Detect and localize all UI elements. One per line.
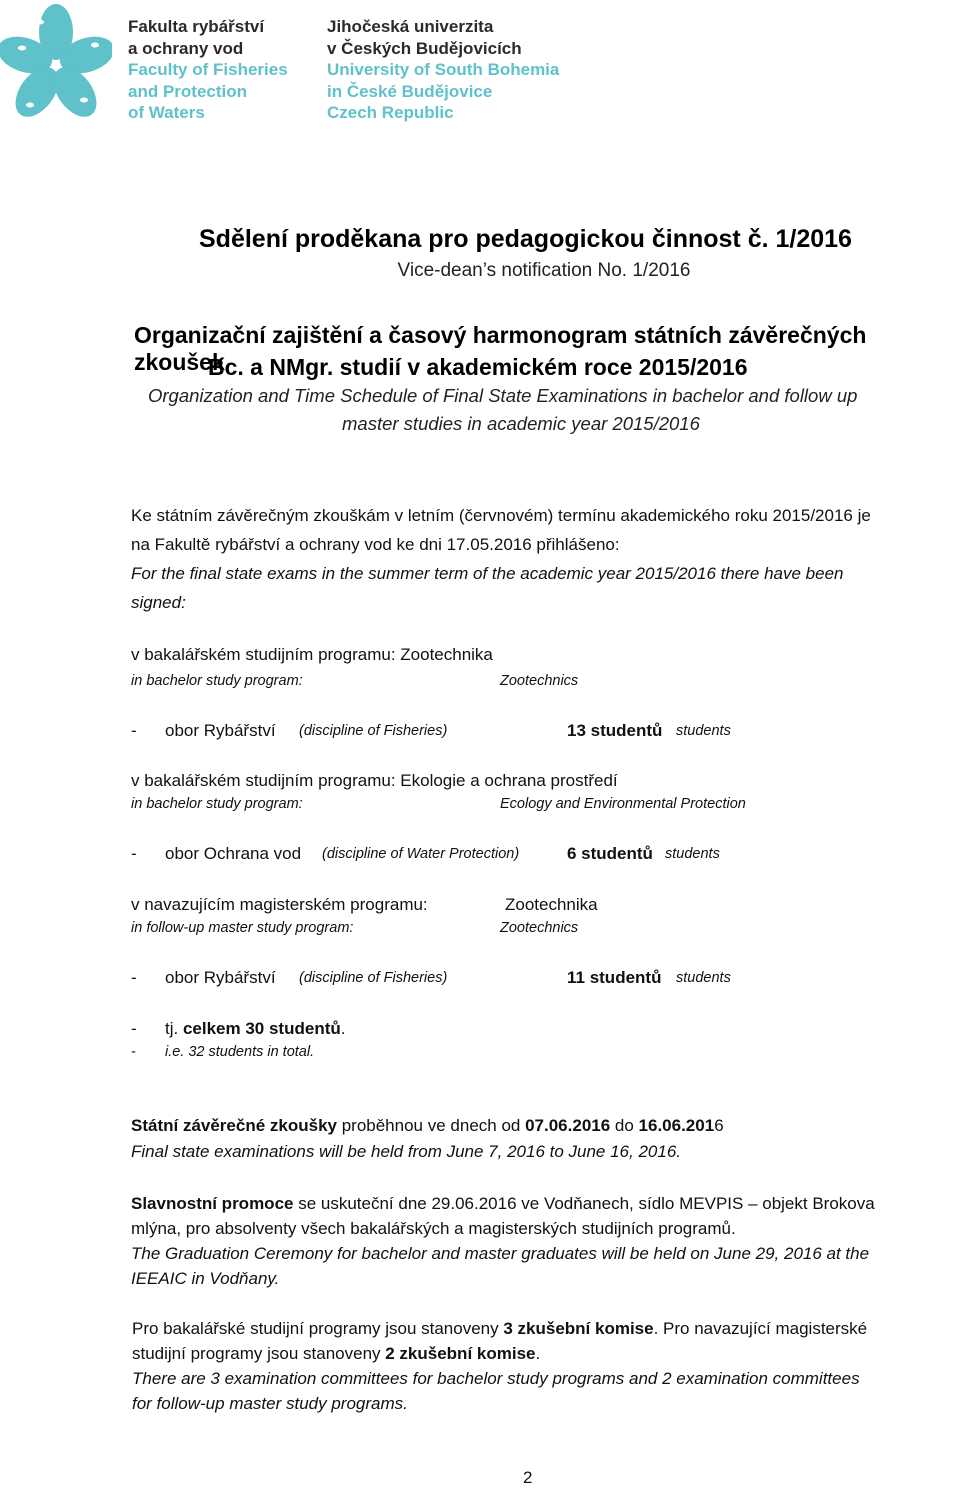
committees-en-1: There are 3 examination committees for bachelor study programs and 2 examination committees [132, 1369, 860, 1388]
total-cz [165, 1019, 345, 1039]
intro-cz-1: Ke státním závěrečným zkouškám v letním (červnovém) termínu akademického roku 2015/2016 je [131, 506, 871, 525]
page-number: 2 [523, 1468, 533, 1487]
program-3-cz: v navazujícím magisterském programu: [131, 895, 428, 914]
ceremony-cz-bold: Slavnostní promoce [131, 1194, 294, 1213]
exams-cz-bold-3: 16.06.201 [638, 1116, 715, 1135]
faculty-name-block [128, 16, 288, 124]
total-cz-suffix: . [340, 1019, 346, 1038]
faculty-name-cz-2: a ochrany vod [128, 38, 244, 58]
faculty-name-en-2: and Protection [128, 81, 248, 101]
exams-cz [131, 1116, 724, 1136]
exams-cz-text-3: 6 [714, 1116, 724, 1135]
committees-cz-text-2: . Pro navazující magisterské [653, 1319, 868, 1338]
faculty-logo-flower-icon [0, 0, 112, 128]
program-3-count-en: students [676, 970, 731, 986]
total-dash: - [131, 1019, 137, 1038]
subtitle-cz-1: Organizační zajištění a časový harmonogram státních závěrečných zkoušek [134, 322, 867, 375]
document-title: Sdělení proděkana pro pedagogickou činnost č. 1/2016 [199, 225, 852, 253]
program-3-en-name: Zootechnics [500, 920, 579, 936]
program-1-discipline: obor Rybářství [165, 721, 276, 740]
university-name-en-1: University of South Bohemia [327, 60, 560, 79]
committees-cz-text-3: studijní programy jsou stanoveny [132, 1344, 386, 1363]
faculty-name-cz-1: Fakulta rybářství [128, 17, 265, 36]
ceremony-cz-1 [131, 1194, 875, 1214]
committees-en-2: for follow-up master study programs. [132, 1394, 408, 1413]
program-2-count-en: students [665, 846, 720, 862]
committees-cz-bold-1: 3 zkušební komise [503, 1319, 654, 1338]
exams-cz-text-2: do [610, 1116, 639, 1135]
ceremony-cz-line1: se uskuteční dne 29.06.2016 ve Vodňanech, sídlo MEVPIS – objekt Brokova [293, 1194, 875, 1213]
program-2-cz: v bakalářském studijním programu: Ekologie a ochrana prostředí [131, 771, 618, 790]
subtitle-cz-2: Bc. a NMgr. studií v akademickém roce 2015/2016 [208, 354, 748, 380]
program-1-discipline-en: (discipline of Fisheries) [299, 723, 448, 739]
ceremony-en-1: The Graduation Ceremony for bachelor and master graduates will be held on June 29, 2016 at the [131, 1244, 870, 1263]
program-2-discipline-en: (discipline of Water Protection) [322, 846, 520, 862]
program-3-discipline: obor Rybářství [165, 968, 276, 987]
program-2-en-label: in bachelor study program: [131, 796, 303, 812]
intro-en-1: For the final state exams in the summer term of the academic year 2015/2016 there have been [131, 564, 844, 583]
intro-en-2: signed: [131, 593, 186, 612]
committees-cz-text-1: Pro bakalářské studijní programy jsou stanoveny [132, 1319, 504, 1338]
total-en-dash: - [131, 1044, 136, 1060]
exams-cz-bold-2: 07.06.2016 [525, 1116, 611, 1135]
committees-cz-1 [132, 1319, 867, 1339]
program-3-dash: - [131, 968, 137, 987]
program-2-en-name: Ecology and Environmental Protection [500, 796, 746, 812]
program-1-count-en: students [676, 723, 731, 739]
university-name-cz-1: Jihočeská univerzita [327, 17, 494, 36]
exams-en: Final state examinations will be held from June 7, 2016 to June 16, 2016. [131, 1142, 682, 1161]
exams-cz-text-1: proběhnou ve dnech od [336, 1116, 526, 1135]
intro-cz-2: na Fakultě rybářství a ochrany vod ke dni 17.05.2016 přihlášeno: [131, 535, 620, 554]
total-cz-prefix: tj. [165, 1019, 179, 1038]
ceremony-cz-2: mlýna, pro absolventy všech bakalářských a magisterských studijních programů. [131, 1219, 736, 1238]
committees-cz-text-4: . [535, 1344, 541, 1363]
program-1-en-label: in bachelor study program: [131, 673, 303, 689]
program-1-dash: - [131, 721, 137, 740]
faculty-name-en-3: of Waters [128, 103, 205, 122]
program-3-discipline-en: (discipline of Fisheries) [299, 970, 448, 986]
committees-cz-bold-2: 2 zkušební komise [385, 1344, 536, 1363]
university-name-cz-2: v Českých Budějovicích [327, 38, 522, 58]
program-1-en-name: Zootechnics [500, 673, 579, 689]
committees-cz-2 [132, 1344, 540, 1364]
program-1-count: 13 studentů [567, 721, 663, 740]
faculty-name-en-1: Faculty of Fisheries [128, 60, 288, 79]
total-en: i.e. 32 students in total. [165, 1044, 315, 1060]
university-name-en-3: Czech Republic [327, 103, 454, 122]
program-2-discipline: obor Ochrana vod [165, 844, 302, 863]
program-3-en-label: in follow-up master study program: [131, 920, 354, 936]
university-name-block [327, 16, 559, 124]
subtitle-en-1: Organization and Time Schedule of Final State Examinations in bachelor and follow up [148, 385, 858, 406]
total-cz-bold: celkem 30 studentů [182, 1019, 341, 1038]
program-1-cz: v bakalářském studijním programu: Zootechnika [131, 645, 493, 664]
program-2-count: 6 studentů [567, 844, 653, 863]
document-title-en: Vice-dean’s notification No. 1/2016 [397, 260, 691, 281]
subtitle-en-2: master studies in academic year 2015/2016 [342, 413, 700, 434]
program-3-count: 11 studentů [567, 968, 662, 987]
ceremony-en-2: IEEAIC in Vodňany. [131, 1269, 280, 1288]
university-name-en-2: in České Budějovice [327, 81, 493, 101]
program-3-cz-name: Zootechnika [505, 895, 598, 914]
program-2-dash: - [131, 844, 137, 863]
exams-cz-bold-1: Státní závěrečné zkoušky [131, 1116, 337, 1135]
